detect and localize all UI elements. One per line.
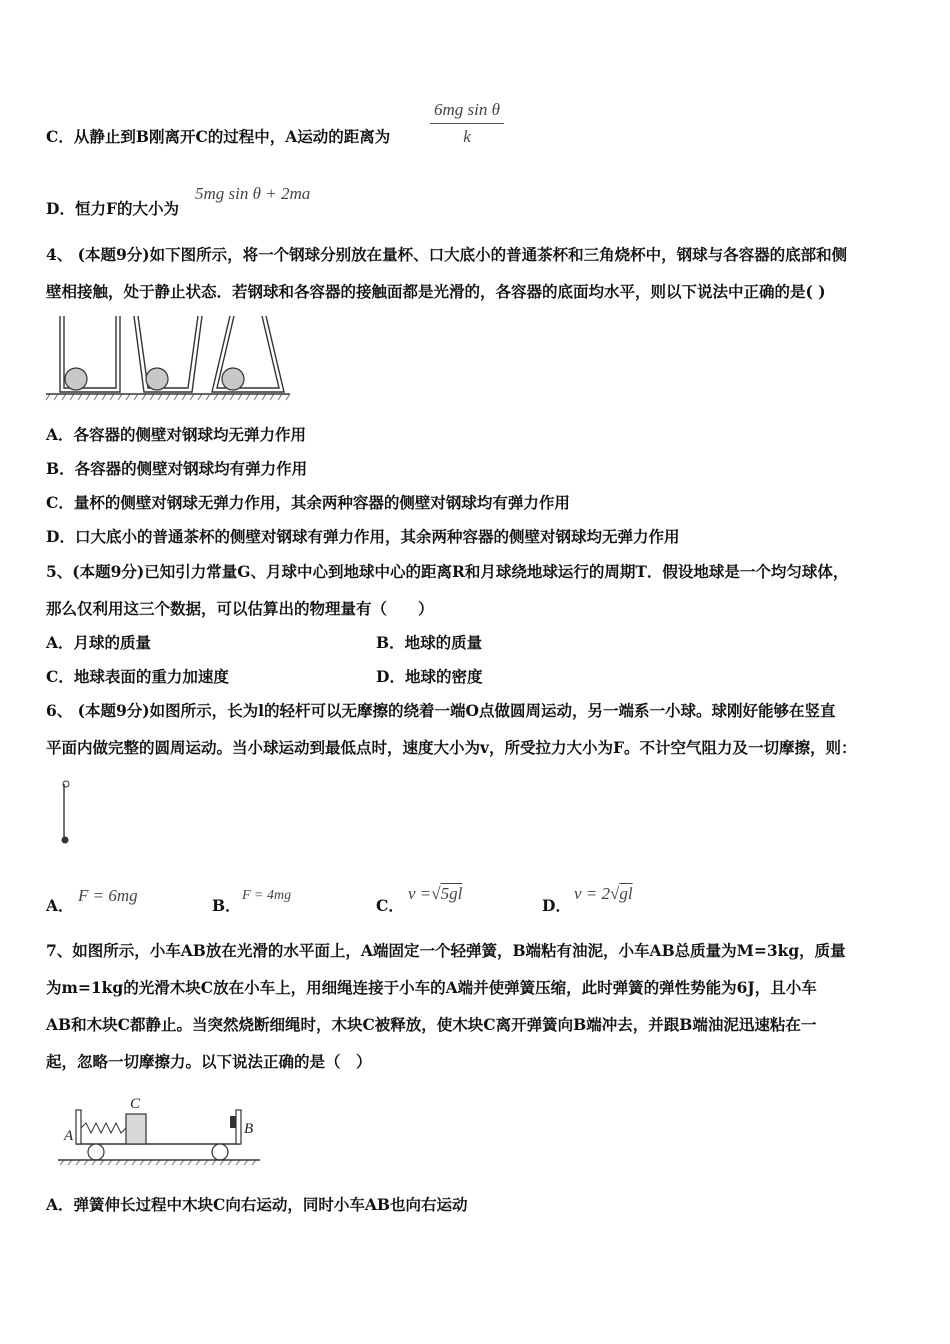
steel-ball-2	[146, 368, 168, 390]
q7-stem-line1: 7、如图所示，小车AB放在光滑的水平面上，A端固定一个轻弹簧，B端粘有油泥，小车AB总质量为M=3kg，质量	[46, 941, 846, 960]
q4-option-d: D．口大底小的普通茶杯的侧壁对钢球有弹力作用，其余两种容器的侧壁对钢球均无弹力作用	[46, 527, 680, 546]
q7-stem-line4: 起，忽略一切摩擦力。以下说法正确的是（ ）	[46, 1052, 372, 1071]
q4-option-c: C．量杯的侧壁对钢球无弹力作用，其余两种容器的侧壁对钢球均有弹力作用	[46, 493, 570, 512]
floor-hatch	[60, 1160, 256, 1165]
q7-cart-figure	[56, 1090, 266, 1170]
q4-containers-figure	[44, 312, 294, 404]
q6-option-d-label: D．	[542, 896, 571, 915]
q5-option-c: C．地球表面的重力加速度	[46, 667, 229, 686]
q6-stem-line2: 平面内做完整的圆周运动。当小球运动到最低点时，速度大小为v，所受拉力大小为F。不计空气阻力及一切摩擦，则：	[46, 738, 857, 757]
radicand: gl	[619, 884, 633, 903]
q3-option-d-text: 恒力F的大小为	[74, 199, 179, 218]
q6-option-a-label: A．	[46, 896, 74, 915]
q6-option-d-formula	[574, 884, 633, 904]
q6-option-c-label: C．	[376, 896, 404, 915]
q4-stem-line1: 4、 (本题9分)如下图所示，将一个钢球分别放在量杯、口大底小的普通茶杯和三角烧杯中，钢球与各容器的底部和侧	[46, 245, 848, 264]
block-c	[126, 1114, 146, 1144]
wheel-right	[212, 1144, 228, 1160]
q4-stem-line2: 壁相接触，处于静止状态．若钢球和各容器的接触面都是光滑的，各容器的底面均水平，则以下说法中正确的是( )	[46, 282, 826, 301]
label-a: A	[64, 1128, 74, 1144]
q3-option-c-formula	[430, 100, 504, 147]
q5-option-b: B．地球的质量	[376, 633, 483, 652]
q7-option-a: A．弹簧伸长过程中木块C向右运动，同时小车AB也向右运动	[46, 1195, 468, 1214]
q3-option-c-text: 从静止到B刚离开C的过程中，A运动的距离为	[73, 127, 391, 146]
q5-option-a: A．月球的质量	[46, 633, 152, 652]
end-plate-a	[76, 1110, 81, 1144]
putty-b	[230, 1116, 236, 1128]
wheel-left	[88, 1144, 104, 1160]
steel-ball-3	[222, 368, 244, 390]
small-ball	[62, 837, 69, 844]
q3-option-d	[46, 198, 179, 220]
q7-stem-line2: 为m=1kg的光滑木块C放在小车上，用细绳连接于小车的A端并使弹簧压缩，此时弹簧的弹性势能为6J，且小车	[46, 978, 817, 997]
label-b: B	[244, 1121, 254, 1137]
q7-stem-line3: AB和木块C都静止。当突然烧断细绳时，木块C被释放，使木块C离开弹簧向B端冲去，并跟B端油泥迅速粘在一	[46, 1015, 817, 1034]
q3-option-d-label: D．	[46, 199, 75, 218]
q5-stem-line1: 5、(本题9分)已知引力常量G、月球中心到地球中心的距离R和月球绕地球运行的周期T．假设地球是一个均匀球体，	[46, 562, 849, 581]
q5-stem-line2: 那么仅利用这三个数据，可以估算出的物理量有（ ）	[46, 599, 434, 618]
q4-option-b: B．各容器的侧壁对钢球均有弹力作用	[46, 459, 308, 478]
q6-option-b-formula: F = 4mg	[242, 888, 292, 903]
steel-ball-1	[65, 368, 87, 390]
sqrt-sign: √	[610, 884, 620, 903]
end-plate-b	[236, 1110, 241, 1144]
q3-option-c	[46, 126, 390, 148]
label-c: C	[130, 1096, 141, 1112]
formula-prefix: v =	[408, 884, 432, 903]
q3-option-c-label: C．	[46, 127, 74, 146]
spring	[81, 1123, 126, 1133]
radicand: 5gl	[440, 884, 463, 903]
q6-option-a-formula: F = 6mg	[78, 886, 138, 905]
formula-prefix: v = 2	[574, 884, 611, 903]
formula-denominator: k	[463, 127, 471, 146]
q6-rod-figure	[56, 778, 76, 848]
ground-hatch	[46, 394, 290, 400]
q6-option-c-formula	[408, 884, 462, 904]
q5-option-d: D．地球的密度	[376, 667, 483, 686]
sqrt-sign: √	[431, 884, 441, 903]
formula-numerator: 6mg sin θ	[430, 100, 504, 124]
q6-option-b-label: B．	[212, 896, 241, 915]
q6-stem-line1: 6、 (本题9分)如图所示，长为l的轻杆可以无摩擦的绕着一端O点做圆周运动，另一端系一小球。球刚好能够在竖直	[46, 701, 836, 720]
q4-option-a: A．各容器的侧壁对钢球均无弹力作用	[46, 425, 307, 444]
q3-option-d-formula: 5mg sin θ + 2ma	[195, 184, 311, 203]
